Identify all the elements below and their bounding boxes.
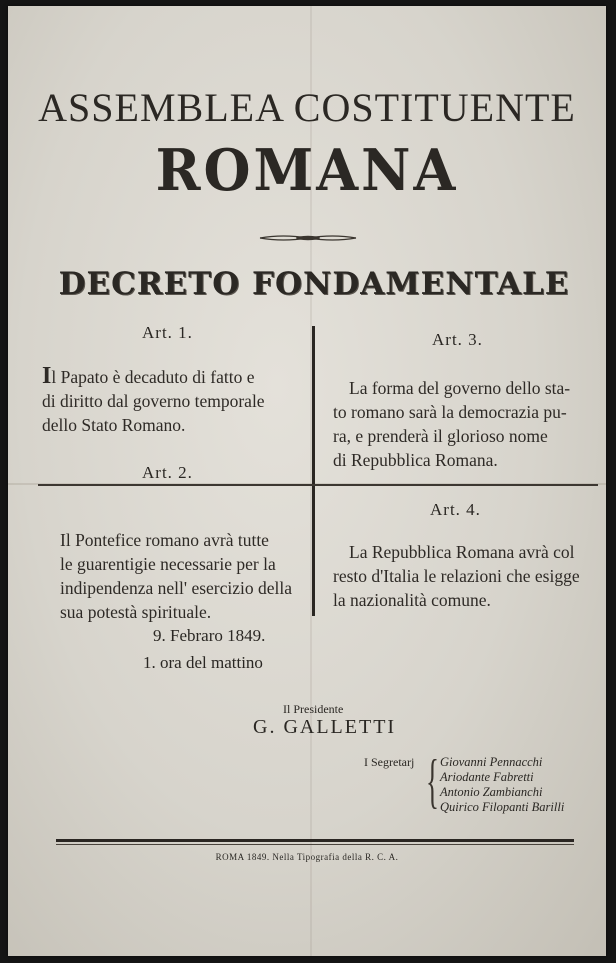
decree-poster [8,6,606,956]
secretary-name: Antonio Zambianchi [440,785,543,799]
column-divider-horizontal [38,484,598,486]
secretaries-brace: { [426,748,439,814]
art3-line: La forma del governo dello sta- [349,378,571,398]
decree-date: 9. Febraro 1849. [153,626,266,645]
secretary-name: Quirico Filopanti Barilli [440,800,565,814]
art1-label: Art. 1. [142,323,193,342]
art2-line: sua potestà spirituale. [60,602,212,622]
printer-imprint: ROMA 1849. Nella Tipografia della R. C. A. [215,852,399,862]
title-assembly: ASSEMBLEA COSTITUENTE [38,85,576,130]
art3-label: Art. 3. [432,330,483,349]
art4-label: Art. 4. [430,500,481,519]
art1-line: l Papato è decaduto di fatto e [51,367,255,387]
secretary-name: Giovanni Pennacchi [440,755,543,769]
art2-label: Art. 2. [142,463,193,482]
art2-line: Il Pontefice romano avrà tutte [60,530,269,550]
art4-line: La Repubblica Romana avrà col [349,542,575,562]
art1-text [42,364,310,437]
president-name: G. GALLETTI [253,716,397,738]
art3-line: ra, e prenderà il glorioso nome [333,426,548,446]
bottom-rule [56,839,574,842]
decree-time: 1. ora del mattino [143,653,263,672]
art2-line: indipendenza nell' esercizio della [60,578,293,598]
ornament-divider [258,232,358,244]
column-divider-vertical [312,326,315,616]
art4-line: la nazionalità comune. [333,590,491,610]
title-romana: ROMANA [155,136,459,204]
secretaries-list [440,755,564,815]
president-label: Il Presidente [283,702,344,716]
art1-line: di diritto dal governo temporale [42,391,265,411]
art3-text [333,376,595,472]
bottom-rule-thin [56,844,574,845]
title-decree: DECRETO FONDAMENTALE [58,266,570,302]
art4-line: resto d'Italia le relazioni che esigge [333,566,580,586]
art4-text [333,540,597,612]
art3-line: to romano sarà la democrazia pu- [333,402,567,422]
art1-dropcap: I [42,363,52,389]
art1-line: dello Stato Romano. [42,415,186,435]
art3-line: di Repubblica Romana. [333,450,498,470]
art2-line: le guarentigie necessarie per la [60,554,276,574]
secretary-name: Ariodante Fabretti [440,770,534,784]
art2-text [60,528,310,624]
secretaries-label: I Segretarj [364,755,415,769]
